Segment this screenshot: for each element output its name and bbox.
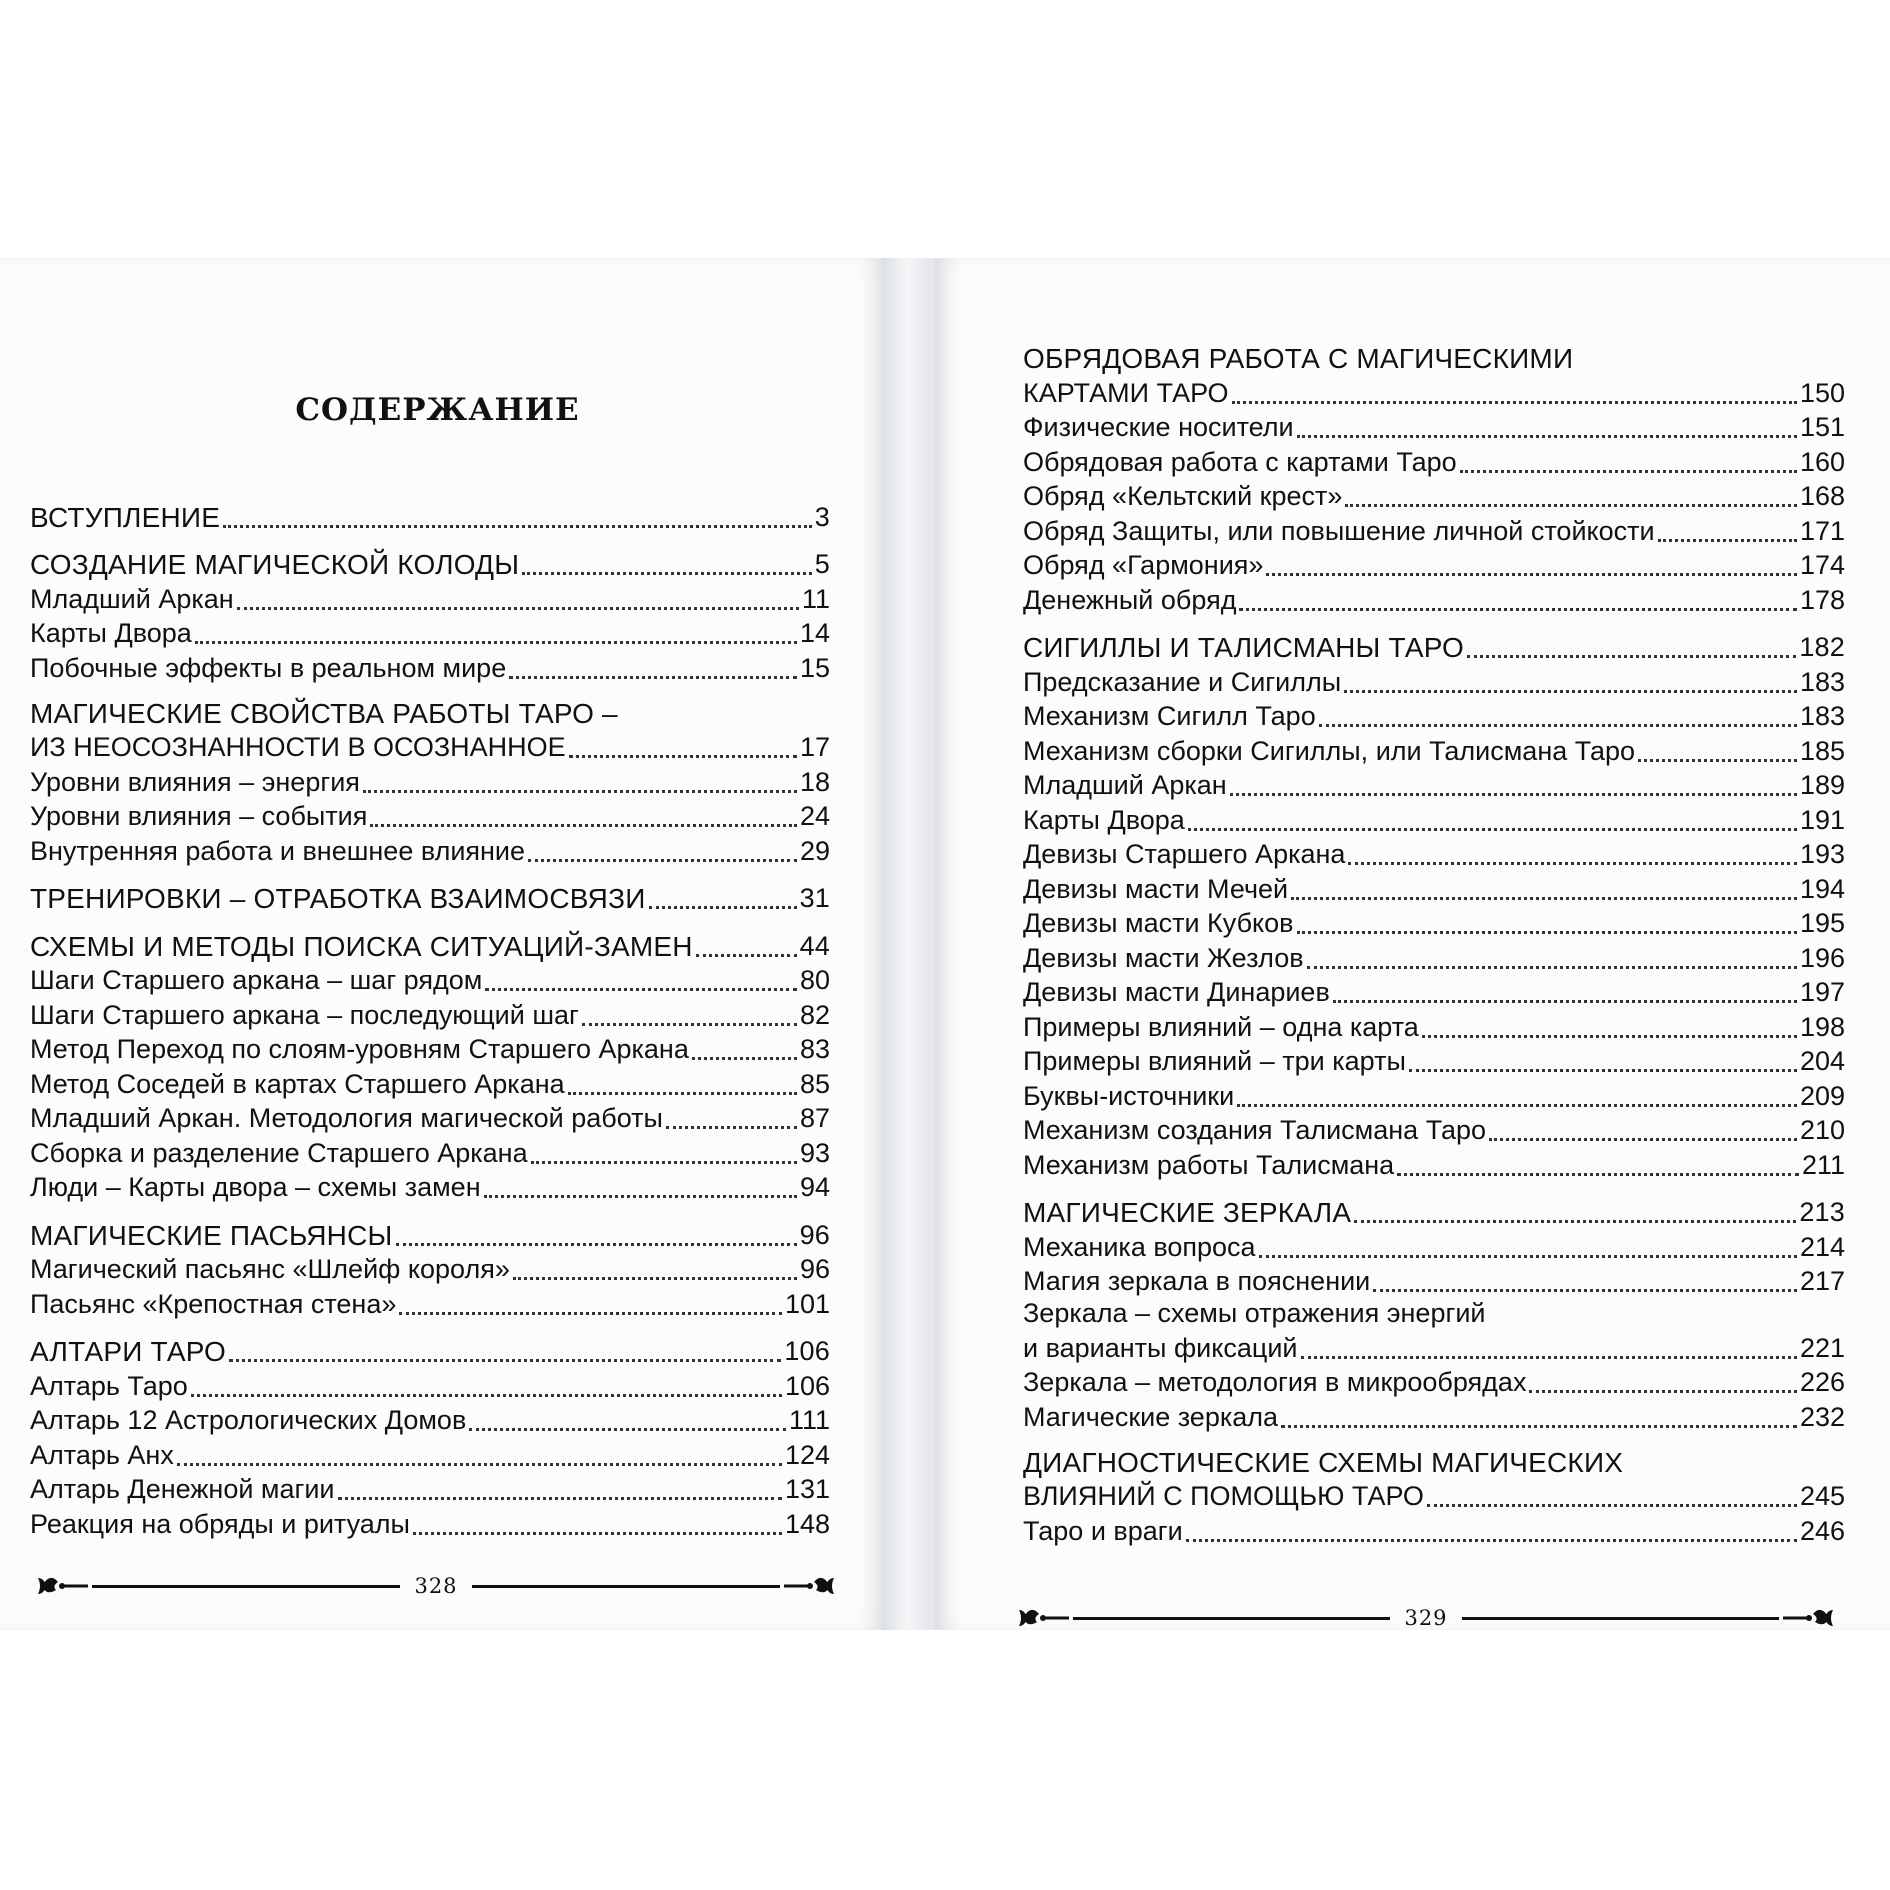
dot-leader bbox=[666, 1122, 797, 1129]
dot-leader bbox=[1297, 431, 1797, 438]
dot-leader bbox=[528, 855, 797, 862]
toc-entry-title: ТРЕНИРОВКИ – ОТРАБОТКА ВЗАИМОСВЯЗИ bbox=[30, 883, 646, 914]
toc-page-number: 148 bbox=[784, 1508, 830, 1539]
dot-leader bbox=[485, 984, 797, 991]
toc-entry-title: Метод Соседей в картах Старшего Аркана bbox=[30, 1068, 565, 1099]
toc-entry bbox=[30, 798, 830, 833]
toc-entry-title: Метод Переход по слоям-уровням Старшего Аркана bbox=[30, 1034, 689, 1064]
toc-entry bbox=[1023, 443, 1845, 478]
toc-entry-title: Механизм Сигилл Таро bbox=[1023, 701, 1316, 731]
dot-leader bbox=[1422, 1031, 1797, 1038]
page-number: 329 bbox=[1404, 1606, 1448, 1630]
book-spread bbox=[0, 258, 1890, 1630]
toc-entry-title: Предсказание и Сигиллы bbox=[1023, 666, 1342, 697]
toc-entry-title: Алтарь 12 Астрологических Домов bbox=[30, 1405, 467, 1435]
dot-leader bbox=[223, 521, 812, 528]
toc-section-entry bbox=[30, 697, 830, 729]
toc-page-number: 82 bbox=[799, 999, 830, 1030]
toc-entry-title: Карты Двора bbox=[30, 618, 192, 648]
toc-entry bbox=[1023, 478, 1845, 513]
toc-entry bbox=[1023, 1512, 1845, 1547]
toc-entry-title: Уровни влияния – события bbox=[30, 801, 368, 831]
toc-page-number: 44 bbox=[799, 930, 830, 961]
ornament-left-icon bbox=[1017, 1600, 1069, 1636]
toc-section-entry bbox=[1023, 342, 1845, 374]
toc-entry-title: Шаги Старшего аркана – последующий шаг bbox=[30, 999, 579, 1030]
toc-page-number: 213 bbox=[1799, 1197, 1845, 1227]
toc-page-number: 196 bbox=[1799, 942, 1845, 973]
toc-page-number: 24 bbox=[799, 801, 830, 831]
toc-page-number: 168 bbox=[1799, 481, 1845, 511]
toc-entry-title: Обряд «Кельтский крест» bbox=[1023, 481, 1343, 511]
toc-entry-title: Механика вопроса bbox=[1023, 1231, 1256, 1262]
toc-entry bbox=[30, 1471, 830, 1506]
toc-page-number: 232 bbox=[1799, 1401, 1845, 1432]
toc-entry-title: СХЕМЫ И МЕТОДЫ ПОИСКА СИТУАЦИЙ-ЗАМЕН bbox=[30, 930, 693, 962]
toc-page-number: 183 bbox=[1799, 701, 1845, 731]
toc-entry bbox=[1023, 1043, 1845, 1078]
toc-page-number: 182 bbox=[1799, 632, 1845, 662]
toc-entry-title: МАГИЧЕСКИЕ ПАСЬЯНСЫ bbox=[30, 1219, 393, 1251]
footer-rule bbox=[472, 1585, 780, 1588]
toc-entry bbox=[1023, 1077, 1845, 1112]
toc-entry-title: Девизы Старшего Аркана bbox=[1023, 839, 1346, 869]
toc-page-number: 160 bbox=[1799, 446, 1845, 477]
dot-leader bbox=[1344, 686, 1797, 693]
toc-page-number: 191 bbox=[1799, 804, 1845, 835]
toc-page-number: 194 bbox=[1799, 873, 1845, 904]
toc-section-entry bbox=[1023, 1446, 1845, 1478]
toc-entry bbox=[30, 1505, 830, 1540]
toc-entry-title: Обряд Защиты, или повышение личной стойкости bbox=[1023, 515, 1655, 546]
toc-page-number: 106 bbox=[784, 1370, 830, 1401]
dot-leader bbox=[1239, 604, 1796, 611]
toc-page-number: 87 bbox=[799, 1103, 830, 1133]
toc-entry-title: Механизм сборки Сигиллы, или Талисмана Таро bbox=[1023, 735, 1636, 766]
ornament-left-icon bbox=[36, 1568, 88, 1604]
toc-entry-title: Денежный обряд bbox=[1023, 584, 1237, 615]
page-footer-left bbox=[36, 1566, 836, 1606]
dot-leader bbox=[370, 820, 797, 827]
dot-leader bbox=[1427, 1500, 1797, 1507]
toc-page-number: 209 bbox=[1799, 1080, 1845, 1111]
dot-leader bbox=[413, 1528, 782, 1535]
dot-leader bbox=[1489, 1134, 1797, 1141]
dot-leader bbox=[696, 950, 797, 957]
toc-page-number: 245 bbox=[1799, 1481, 1845, 1511]
toc-entry bbox=[1023, 836, 1845, 871]
toc-entry-title: Примеры влияний – одна карта bbox=[1023, 1011, 1419, 1042]
ornament-right-icon bbox=[1783, 1600, 1835, 1636]
dot-leader bbox=[513, 1273, 797, 1280]
toc-entry bbox=[1023, 698, 1845, 733]
dot-leader bbox=[1301, 1352, 1797, 1359]
toc-entry bbox=[1023, 1364, 1845, 1399]
dot-leader bbox=[1319, 720, 1797, 727]
toc-entry bbox=[30, 580, 830, 615]
dot-leader bbox=[177, 1459, 782, 1466]
toc-entry-title: ВСТУПЛЕНИЕ bbox=[30, 501, 221, 533]
dot-leader bbox=[509, 672, 797, 679]
toc-entry bbox=[30, 1169, 830, 1204]
toc-entry-title: Внутренняя работа и внешнее влияние bbox=[30, 835, 526, 866]
dot-leader bbox=[582, 1019, 797, 1026]
toc-page-number: 198 bbox=[1799, 1011, 1845, 1042]
left-page bbox=[0, 258, 885, 1630]
toc-page-number: 197 bbox=[1799, 977, 1845, 1007]
toc-entry-title: Шаги Старшего аркана – шаг рядом bbox=[30, 965, 483, 995]
toc-page-number: 94 bbox=[799, 1172, 830, 1202]
toc-page-number: 3 bbox=[814, 501, 830, 532]
toc-entry-title: Механизм работы Талисмана bbox=[1023, 1149, 1395, 1180]
toc-page-number: 93 bbox=[799, 1137, 830, 1168]
toc-entry-title: и варианты фиксаций bbox=[1023, 1332, 1298, 1363]
page-title: СОДЕРЖАНИЕ bbox=[295, 392, 580, 428]
toc-entry-title: Девизы масти Динариев bbox=[1023, 977, 1330, 1007]
toc-page-number: 131 bbox=[784, 1474, 830, 1504]
toc-entry-title: СОЗДАНИЕ МАГИЧЕСКОЙ КОЛОДЫ bbox=[30, 549, 520, 580]
toc-entry bbox=[1023, 939, 1845, 974]
toc-page-number: 226 bbox=[1799, 1367, 1845, 1397]
toc-entry-title: ИЗ НЕОСОЗНАННОСТИ В ОСОЗНАННОЕ bbox=[30, 732, 566, 762]
dot-leader bbox=[1333, 996, 1797, 1003]
toc-entry-title: Девизы масти Кубков bbox=[1023, 908, 1294, 938]
dot-leader bbox=[1188, 824, 1797, 831]
toc-entry bbox=[1023, 1478, 1845, 1513]
toc-entry bbox=[30, 1100, 830, 1135]
toc-entry-title: Реакция на обряды и ритуалы bbox=[30, 1508, 410, 1539]
dot-leader bbox=[1460, 466, 1797, 473]
toc-page-number: 31 bbox=[799, 883, 830, 913]
dot-leader bbox=[569, 751, 797, 758]
toc-entry bbox=[1023, 974, 1845, 1009]
footer-rule bbox=[1073, 1617, 1390, 1620]
dot-leader bbox=[1638, 755, 1797, 762]
toc-entry bbox=[30, 962, 830, 997]
toc-page-number: 124 bbox=[784, 1439, 830, 1470]
dot-leader bbox=[1291, 893, 1797, 900]
toc-entry bbox=[30, 1436, 830, 1471]
toc-entry bbox=[30, 1134, 830, 1169]
toc-entry-title: Младший Аркан. Методология магической работы bbox=[30, 1103, 663, 1133]
toc-entry bbox=[1023, 1263, 1845, 1298]
toc-entry bbox=[1023, 1146, 1845, 1181]
toc-section-entry bbox=[30, 927, 830, 962]
dot-leader bbox=[1397, 1169, 1799, 1176]
toc-entry bbox=[1023, 767, 1845, 802]
toc-page-number: 221 bbox=[1799, 1332, 1845, 1363]
toc-entry-title: Алтарь Денежной магии bbox=[30, 1474, 335, 1504]
book-gutter bbox=[885, 258, 935, 1630]
footer-rule bbox=[92, 1585, 400, 1588]
dot-leader bbox=[1467, 651, 1796, 658]
toc-entry-title: Буквы-источники bbox=[1023, 1080, 1235, 1111]
dot-leader bbox=[1297, 927, 1797, 934]
dot-leader bbox=[195, 637, 797, 644]
toc-entry-title: Уровни влияния – энергия bbox=[30, 766, 360, 797]
toc-page-number: 11 bbox=[801, 583, 830, 614]
right-page bbox=[935, 258, 1890, 1630]
dot-leader bbox=[1373, 1285, 1797, 1292]
toc-page-number: 174 bbox=[1799, 550, 1845, 580]
toc-page-number: 15 bbox=[799, 652, 830, 683]
dot-leader bbox=[649, 902, 797, 909]
toc-entry-title: АЛТАРИ ТАРО bbox=[30, 1336, 226, 1367]
toc-entry-title: Пасьянс «Крепостная стена» bbox=[30, 1288, 397, 1319]
toc-page-number: 150 bbox=[1799, 377, 1845, 408]
toc-section-entry bbox=[30, 498, 830, 533]
toc-page-number: 5 bbox=[814, 549, 830, 579]
toc-section-entry bbox=[1023, 1194, 1845, 1229]
page-footer-right bbox=[1017, 1598, 1835, 1638]
toc-entry bbox=[1023, 663, 1845, 698]
toc-section-entry bbox=[30, 1216, 830, 1251]
dot-leader bbox=[1529, 1386, 1796, 1393]
dot-leader bbox=[338, 1493, 782, 1500]
toc-entry-title: Алтарь Таро bbox=[30, 1370, 188, 1401]
toc-entry bbox=[1023, 1112, 1845, 1147]
toc-entry bbox=[30, 1402, 830, 1437]
toc-entry bbox=[30, 832, 830, 867]
toc-page-number: 101 bbox=[784, 1288, 830, 1319]
toc-entry bbox=[30, 1251, 830, 1286]
toc-entry-title: Обряд «Гармония» bbox=[1023, 550, 1264, 580]
dot-leader bbox=[363, 786, 797, 793]
toc-page-number: 217 bbox=[1799, 1266, 1845, 1296]
toc-page-number: 14 bbox=[799, 618, 830, 648]
toc-section-entry bbox=[30, 1333, 830, 1368]
dot-leader bbox=[1348, 858, 1797, 865]
table-of-contents-right bbox=[1023, 342, 1845, 1547]
toc-page-number: 210 bbox=[1799, 1115, 1845, 1145]
toc-entry bbox=[1023, 374, 1845, 409]
toc-entry-title: МАГИЧЕСКИЕ ЗЕРКАЛА bbox=[1023, 1197, 1352, 1228]
dot-leader bbox=[1658, 535, 1797, 542]
page-number: 328 bbox=[414, 1574, 458, 1598]
toc-section-entry bbox=[30, 880, 830, 915]
toc-section-entry bbox=[1023, 629, 1845, 664]
toc-entry-title: Девизы масти Жезлов bbox=[1023, 942, 1304, 973]
toc-page-number: 185 bbox=[1799, 735, 1845, 766]
toc-page-number: 80 bbox=[799, 965, 830, 995]
toc-page-number: 96 bbox=[799, 1219, 830, 1250]
toc-entry-title: ДИАГНОСТИЧЕСКИЕ СХЕМЫ МАГИЧЕСКИХ bbox=[1023, 1446, 1624, 1478]
toc-entry bbox=[1023, 1228, 1845, 1263]
toc-entry bbox=[30, 1031, 830, 1066]
dot-leader bbox=[191, 1390, 782, 1397]
toc-page-number: 29 bbox=[799, 835, 830, 866]
toc-page-number: 151 bbox=[1799, 412, 1845, 442]
toc-entry-title: Люди – Карты двора – схемы замен bbox=[30, 1172, 481, 1202]
toc-page-number: 17 bbox=[799, 732, 830, 762]
toc-page-number: 193 bbox=[1799, 839, 1845, 869]
dot-leader bbox=[531, 1157, 797, 1164]
toc-page-number: 85 bbox=[799, 1068, 830, 1099]
toc-entry-title: Сборка и разделение Старшего Аркана bbox=[30, 1137, 528, 1168]
dot-leader bbox=[469, 1424, 786, 1431]
dot-leader bbox=[1281, 1421, 1797, 1428]
table-of-contents-left bbox=[30, 498, 830, 1540]
toc-entry bbox=[1023, 581, 1845, 616]
toc-entry bbox=[30, 649, 830, 684]
toc-page-number: 83 bbox=[799, 1034, 830, 1064]
dot-leader bbox=[1354, 1216, 1796, 1223]
toc-entry-title: Таро и враги bbox=[1023, 1515, 1183, 1546]
dot-leader bbox=[568, 1088, 797, 1095]
dot-leader bbox=[399, 1308, 782, 1315]
toc-entry-title: Магия зеркала в пояснении bbox=[1023, 1266, 1371, 1296]
toc-entry-title: Механизм создания Талисмана Таро bbox=[1023, 1115, 1487, 1145]
toc-entry bbox=[30, 996, 830, 1031]
toc-entry bbox=[1023, 732, 1845, 767]
toc-entry-title: Младший Аркан bbox=[1023, 770, 1227, 800]
toc-entry bbox=[1023, 409, 1845, 444]
toc-entry bbox=[1023, 905, 1845, 940]
dot-leader bbox=[1307, 962, 1797, 969]
toc-entry-title: Младший Аркан bbox=[30, 583, 234, 614]
toc-entry bbox=[1023, 1008, 1845, 1043]
toc-page-number: 183 bbox=[1799, 666, 1845, 697]
footer-rule bbox=[1462, 1617, 1779, 1620]
toc-entry-title: ОБРЯДОВАЯ РАБОТА С МАГИЧЕСКИМИ bbox=[1023, 343, 1574, 374]
toc-entry bbox=[1023, 1398, 1845, 1433]
toc-entry-title: МАГИЧЕСКИЕ СВОЙСТВА РАБОТЫ ТАРО – bbox=[30, 697, 618, 729]
toc-entry bbox=[1023, 1297, 1845, 1329]
dot-leader bbox=[1237, 1100, 1797, 1107]
dot-leader bbox=[1345, 500, 1797, 507]
toc-entry-title: Алтарь Анх bbox=[30, 1439, 174, 1470]
dot-leader bbox=[237, 603, 799, 610]
toc-page-number: 214 bbox=[1799, 1231, 1845, 1262]
dot-leader bbox=[396, 1239, 797, 1246]
dot-leader bbox=[692, 1053, 797, 1060]
toc-page-number: 18 bbox=[799, 766, 830, 797]
toc-entry bbox=[1023, 801, 1845, 836]
toc-entry bbox=[1023, 1329, 1845, 1364]
toc-entry bbox=[30, 1065, 830, 1100]
toc-page-number: 178 bbox=[1799, 584, 1845, 615]
toc-entry bbox=[1023, 547, 1845, 582]
dot-leader bbox=[1259, 1251, 1797, 1258]
toc-entry-title: СИГИЛЛЫ И ТАЛИСМАНЫ ТАРО bbox=[1023, 632, 1465, 663]
toc-entry-title: Девизы масти Мечей bbox=[1023, 873, 1289, 904]
dot-leader bbox=[1186, 1535, 1797, 1542]
toc-page-number: 111 bbox=[788, 1405, 830, 1435]
toc-entry bbox=[30, 1285, 830, 1320]
dot-leader bbox=[1409, 1065, 1797, 1072]
toc-page-number: 189 bbox=[1799, 770, 1845, 800]
dot-leader bbox=[1232, 397, 1797, 404]
toc-entry-title: Магические зеркала bbox=[1023, 1401, 1279, 1432]
toc-section-entry bbox=[30, 546, 830, 581]
toc-entry-title: Побочные эффекты в реальном мире bbox=[30, 652, 507, 683]
toc-entry bbox=[1023, 870, 1845, 905]
toc-page-number: 96 bbox=[799, 1254, 830, 1284]
toc-entry bbox=[1023, 512, 1845, 547]
toc-entry-title: КАРТАМИ ТАРО bbox=[1023, 377, 1229, 408]
toc-entry-title: Зеркала – методология в микрообрядах bbox=[1023, 1367, 1527, 1397]
toc-entry-title: Примеры влияний – три карты bbox=[1023, 1046, 1406, 1076]
toc-page-number: 106 bbox=[784, 1336, 830, 1366]
toc-page-number: 211 bbox=[1801, 1149, 1845, 1180]
toc-entry-title: Обрядовая работа с картами Таро bbox=[1023, 446, 1457, 477]
dot-leader bbox=[1266, 569, 1797, 576]
dot-leader bbox=[522, 568, 812, 575]
dot-leader bbox=[484, 1191, 797, 1198]
toc-entry-title: Физические носители bbox=[1023, 412, 1294, 442]
toc-page-number: 246 bbox=[1799, 1515, 1845, 1546]
toc-page-number: 195 bbox=[1799, 908, 1845, 938]
toc-entry-title: Карты Двора bbox=[1023, 804, 1185, 835]
toc-entry-title: Зеркала – схемы отражения энергий bbox=[1023, 1298, 1486, 1328]
toc-entry bbox=[30, 763, 830, 798]
toc-entry bbox=[30, 615, 830, 650]
toc-entry bbox=[30, 729, 830, 764]
toc-entry bbox=[30, 1367, 830, 1402]
toc-page-number: 204 bbox=[1799, 1046, 1845, 1076]
ornament-right-icon bbox=[784, 1568, 836, 1604]
toc-entry-title: ВЛИЯНИЙ С ПОМОЩЬЮ ТАРО bbox=[1023, 1481, 1424, 1511]
toc-page-number: 171 bbox=[1799, 515, 1845, 546]
dot-leader bbox=[229, 1355, 781, 1362]
toc-entry-title: Магический пасьянс «Шлейф короля» bbox=[30, 1254, 510, 1284]
dot-leader bbox=[1230, 789, 1797, 796]
